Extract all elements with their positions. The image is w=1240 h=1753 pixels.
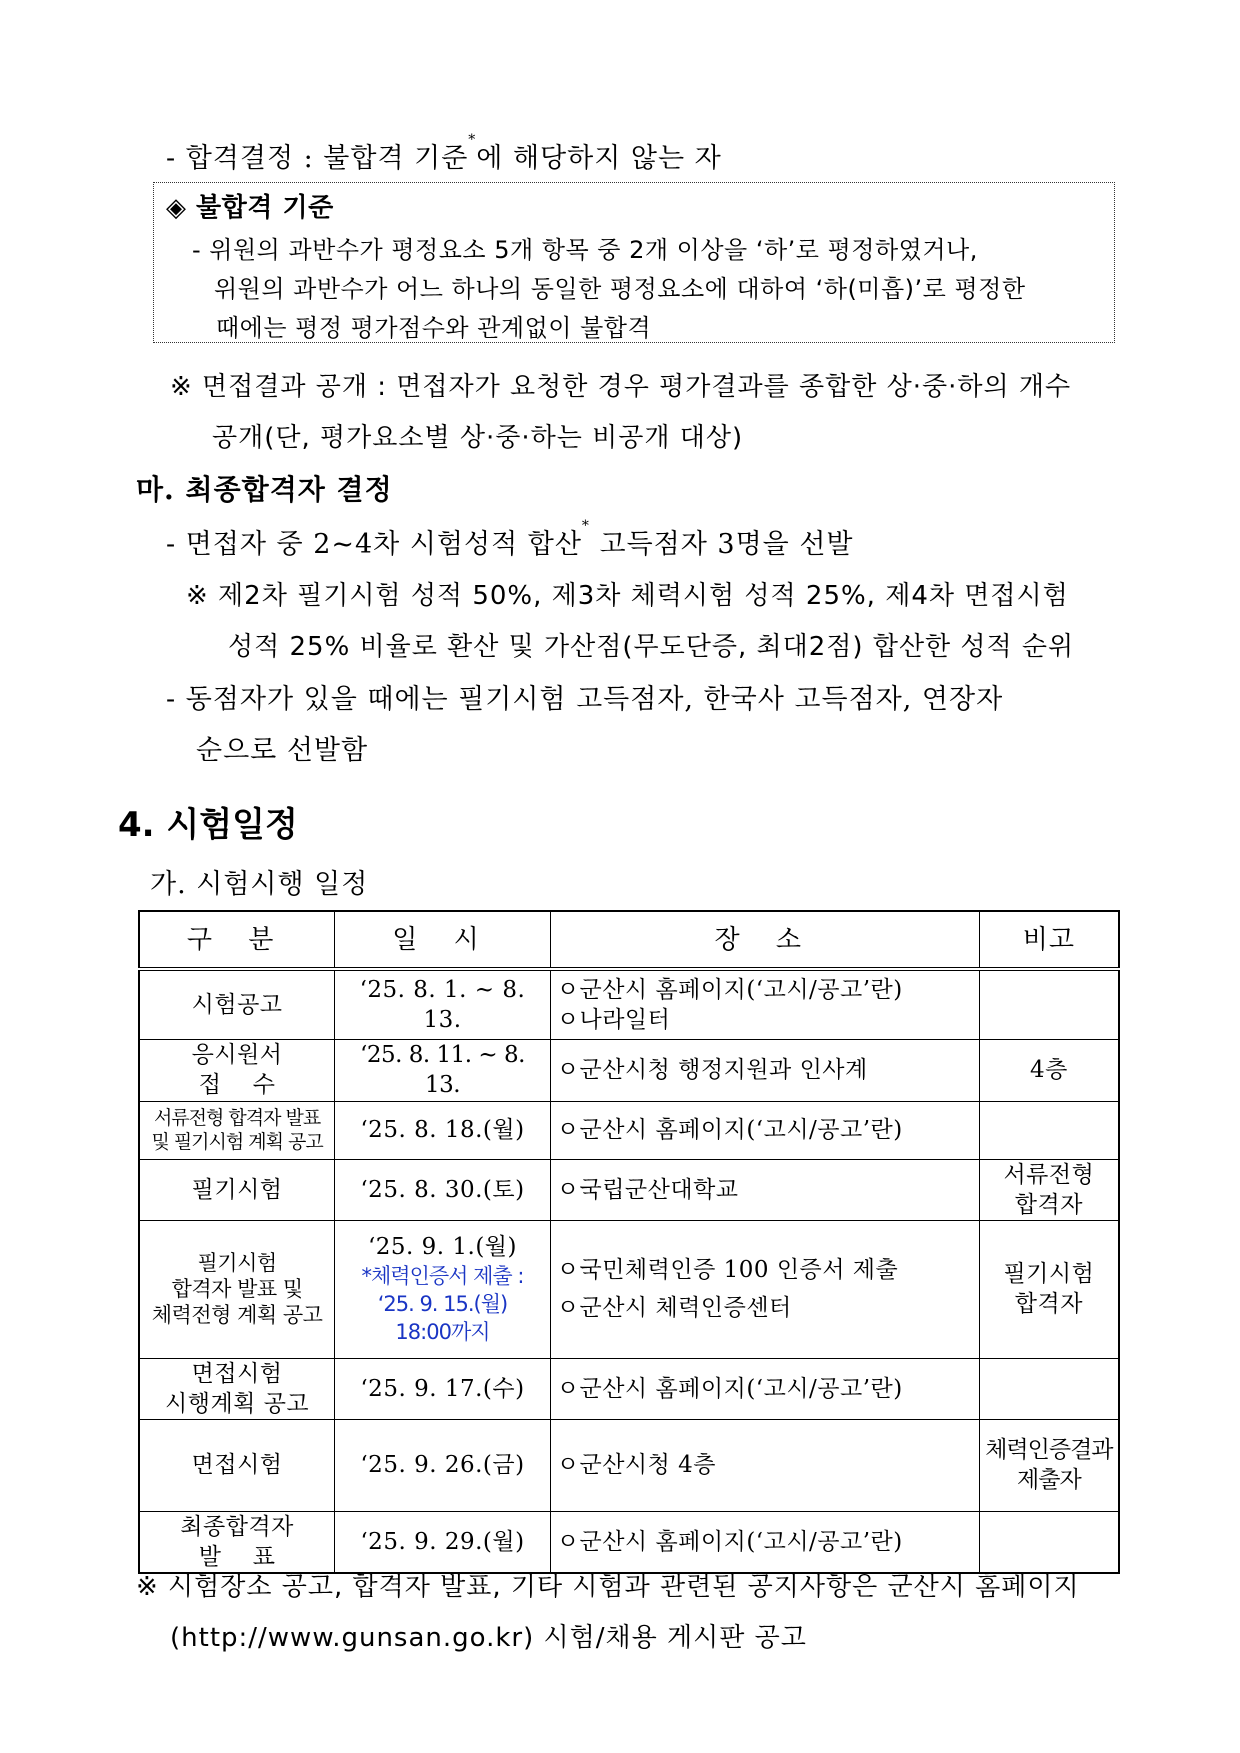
interview-disclosure-line: ※ 면접결과 공개 : 면접자가 요청한 경우 평가결과를 종합한 상·중·하의 개수	[170, 372, 1072, 402]
place-cell: ㅇ군산시 홈페이지(‘고시/공고’란)	[550, 1358, 979, 1419]
table-row	[139, 1419, 1119, 1511]
table-row	[139, 1511, 1119, 1573]
category-cell: 서류전형 합격자 발표 및 필기시험 계획 공고	[139, 1101, 335, 1159]
submission-deadline-note: ‘25. 9. 15.(월)	[377, 1292, 508, 1316]
category-cell: 면접시험	[139, 1419, 335, 1511]
remark-cell: 체력인증결과 제출자	[979, 1419, 1119, 1511]
submission-deadline-note: 18:00까지	[395, 1320, 490, 1344]
table-row	[139, 1101, 1119, 1159]
column-header: 일 시	[335, 911, 551, 969]
remark-cell: 4층	[979, 1039, 1119, 1101]
category-cell: 면접시험 시행계획 공고	[139, 1358, 335, 1419]
table-row	[139, 1358, 1119, 1419]
fail-criteria-line: 위원의 과반수가 어느 하나의 동일한 평정요소에 대하여 ‘하(미흡)’로 평정한	[214, 275, 1026, 303]
date-cell: ‘25. 9. 26.(금)	[335, 1419, 551, 1511]
place-cell: ㅇ군산시 홈페이지(‘고시/공고’란)	[550, 1511, 979, 1573]
remark-cell: 서류전형 합격자	[979, 1159, 1119, 1220]
category-cell: 필기시험	[139, 1159, 335, 1220]
table-row	[139, 1159, 1119, 1220]
date-cell: ‘25. 9. 29.(월)	[335, 1511, 551, 1573]
remark-cell: 필기시험 합격자	[979, 1220, 1119, 1358]
place-cell: ㅇ군산시청 행정지원과 인사계	[550, 1039, 979, 1101]
place-cell: ㅇ군산시 홈페이지(‘고시/공고’란)	[550, 1101, 979, 1159]
column-header: 장 소	[550, 911, 979, 969]
remark-cell	[979, 969, 1119, 1039]
category-cell: 응시원서 접 수	[139, 1039, 335, 1101]
table-row	[139, 969, 1119, 1039]
final-heading: 마. 최종합격자 결정	[136, 473, 393, 506]
footer-note-line: (http://www.gunsan.go.kr) 시험/채용 게시판 공고	[170, 1623, 807, 1653]
final-item: 순으로 선발함	[196, 735, 369, 766]
fail-criteria-line: 때에는 평정 평가점수와 관계없이 불합격	[216, 314, 652, 342]
fail-criteria-title: ◈ 불합격 기준	[166, 193, 334, 223]
final-item: - 면접자 중 2~4차 시험성적 합산* 고득점자 3명을 선발	[166, 518, 854, 560]
table-header-row	[139, 911, 1119, 969]
remark-cell	[979, 1511, 1119, 1573]
date-cell: ‘25. 8. 30.(토)	[335, 1159, 551, 1220]
schedule-table	[138, 910, 1120, 1574]
table-row	[139, 1039, 1119, 1101]
pass-decision-line: - 합격결정 : 불합격 기준*에 해당하지 않는 자	[166, 132, 722, 174]
section-subtitle: 가. 시험시행 일정	[150, 869, 369, 900]
fail-criteria-line: - 위원의 과반수가 평정요소 5개 항목 중 2개 이상을 ‘하’로 평정하였거나,	[192, 236, 978, 264]
remark-cell	[979, 1101, 1119, 1159]
place-cell: ㅇ군산시 홈페이지(‘고시/공고’란) ㅇ나라일터	[550, 969, 979, 1039]
place-cell: ㅇ국립군산대학교	[550, 1159, 979, 1220]
date-cell: ‘25. 8. 11. ~ 8. 13.	[335, 1039, 551, 1101]
final-note-line: 성적 25% 비율로 환산 및 가산점(무도단증, 최대2점) 합산한 성적 순위	[228, 632, 1075, 662]
date-cell: ‘25. 9. 1.(월) *체력인증서 제출 : ‘25. 9. 15.(월) 18:00까지	[335, 1220, 551, 1358]
column-header: 구 분	[139, 911, 335, 969]
column-header: 비고	[979, 911, 1119, 969]
category-cell: 시험공고	[139, 969, 335, 1039]
submission-deadline-note: *체력인증서 제출 :	[361, 1264, 524, 1288]
remark-cell	[979, 1358, 1119, 1419]
section-title: 4. 시험일정	[118, 805, 298, 845]
final-item: - 동점자가 있을 때에는 필기시험 고득점자, 한국사 고득점자, 연장자	[166, 684, 1004, 715]
fail-criteria-box	[153, 182, 1115, 343]
interview-disclosure-line: 공개(단, 평가요소별 상·중·하는 비공개 대상)	[212, 423, 744, 453]
date-cell: ‘25. 9. 17.(수)	[335, 1358, 551, 1419]
category-cell: 최종합격자 발 표	[139, 1511, 335, 1573]
final-note-line: ※ 제2차 필기시험 성적 50%, 제3차 체력시험 성적 25%, 제4차 면접시험	[186, 581, 1069, 611]
footer-note-line: ※ 시험장소 공고, 합격자 발표, 기타 시험과 관련된 공지사항은 군산시 홈페이지	[136, 1572, 1080, 1602]
place-cell: ㅇ군산시청 4층	[550, 1419, 979, 1511]
category-cell: 필기시험 합격자 발표 및 체력전형 계획 공고	[139, 1220, 335, 1358]
date-cell: ‘25. 8. 18.(월)	[335, 1101, 551, 1159]
date-cell: ‘25. 8. 1. ~ 8. 13.	[335, 969, 551, 1039]
place-cell: ㅇ국민체력인증 100 인증서 제출 ㅇ군산시 체력인증센터	[550, 1220, 979, 1358]
table-row	[139, 1220, 1119, 1358]
